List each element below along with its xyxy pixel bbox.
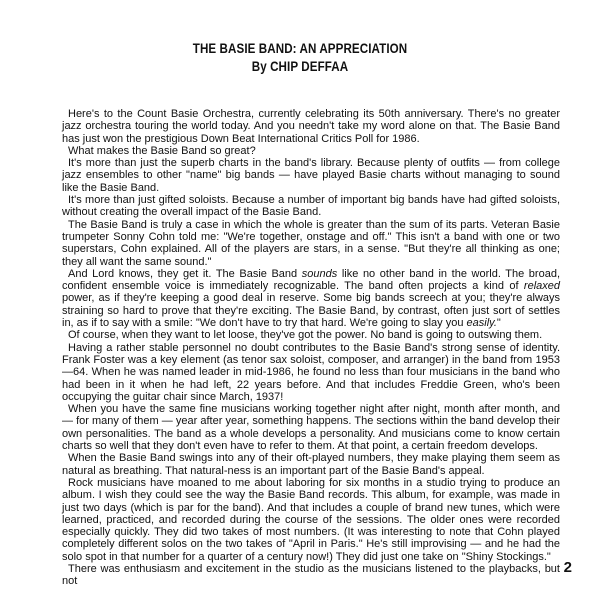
article-paragraph — [62, 403, 560, 452]
paragraph-text: It's more than just gifted soloists. Because a number of important big bands have had gifted soloists, without creating the overall impact of the Basie Band. — [62, 194, 560, 219]
paragraph-text: And Lord knows, they get it. The Basie Band — [68, 267, 302, 280]
paragraph-text: It's more than just the superb charts in the band's library. Because plenty of outfits — from college jazz ensembles to other "name" big bands — have played Basie charts without managing to sound like the Basie Band. — [62, 157, 560, 194]
italic-text: relaxed — [523, 280, 560, 293]
article-paragraph — [62, 194, 560, 219]
paragraph-text: When the Basie Band swings into any of their oft-played numbers, they make playing them seem as natural as breathing. That natural-ness is an important part of the Basie Band's appeal. — [62, 452, 560, 477]
paragraph-text: There was enthusiasm and excitement in the studio as the musicians listened to the playbacks, but not — [62, 562, 560, 588]
article-paragraph — [62, 563, 560, 588]
article-paragraph — [62, 108, 560, 145]
article-paragraph — [62, 329, 560, 341]
paragraph-text: Here's to the Count Basie Orchestra, currently celebrating its 50th anniversary. There's no greater jazz orchestra touring the world today. And you needn't take my word alone on that. The Basie Band has just won the prestigious Down Beat International Critics Poll for 1986. — [62, 108, 560, 145]
paragraph-text: " — [496, 317, 501, 330]
article-paragraph — [62, 219, 560, 268]
paragraph-text: When you have the same fine musicians working together night after night, month after month, and — for many of them — year after year, something happens. The sections within the band develop their own personalities. The band as a whole develops a personality. And musicians come to know certain charts so well that they don't even have to refer to them. At that point, a certain freedom develops. — [62, 403, 560, 453]
article-paragraph — [62, 477, 560, 563]
page-number: 2 — [563, 559, 572, 576]
paragraph-text: like no other band in the world. The broad, confident ensemble voice is immediately recognizable. The band often projects a kind of — [62, 267, 561, 293]
article-title: THE BASIE BAND: AN APPRECIATION — [192, 41, 408, 56]
paragraph-text: power, as if they're keeping a good deal in reserve. Some big bands screech at you; they're always straining so hard to prove that they're exciting. The Basie Band, by contrast, often just sort of settles in, as if to say with a smile: "We don't have to try that hard. We're going to slay you — [62, 292, 560, 330]
article-byline: By CHIP DEFFAA — [251, 59, 349, 74]
italic-text: sounds — [301, 267, 338, 280]
article-header — [0, 40, 600, 76]
italic-text: easily. — [466, 317, 497, 330]
article-body — [62, 108, 560, 588]
article-paragraph — [62, 268, 560, 329]
paragraph-text: The Basie Band is truly a case in which the whole is greater than the sum of its parts. Veteran Basie trumpeter Sonny Cohn told me: "We're together, onstage and off." This isn't a band with one or two superstars, Cohn explained. All of the players are stars, in a sense. "But they're all thinking as one; they all want the same sound." — [62, 218, 560, 268]
article-paragraph — [62, 452, 560, 477]
article-paragraph — [62, 342, 560, 403]
article-paragraph — [62, 157, 560, 194]
article-paragraph — [62, 145, 560, 157]
paragraph-text: What makes the Basie Band so great? — [68, 144, 256, 157]
paragraph-text: Rock musicians have moaned to me about laboring for six months in a studio trying to produce an album. I wish they could see the way the Basie Band records. This album, for example, was made in just two days (which is par for the band). And that includes a couple of brand new tunes, which were learned, practiced, and recorded during the course of the sessions. The older ones were recorded especially quickly. They did two takes of most numbers. (It was interesting to note that Cohn played completely different solos on the two takes of "April in Paris." He's still improvising — and he had the solo spot in that number for a quarter of a century now!) They did just one take on "Shiny Stockings." — [62, 476, 560, 563]
paragraph-text: Of course, when they want to let loose, they've got the power. No band is going to outswing them. — [68, 329, 543, 342]
paragraph-text: Having a rather stable personnel no doubt contributes to the Basie Band's strong sense of identity. Frank Foster was a key element (as tenor sax soloist, composer, and arranger) in the band from 1953—64. When he was named leader in mid-1986, he found no less than four musicians in the band who had been in it when he had left, 22 years before. And that includes Freddie Green, who's been occupying the guitar chair since March, 1937! — [62, 341, 560, 403]
